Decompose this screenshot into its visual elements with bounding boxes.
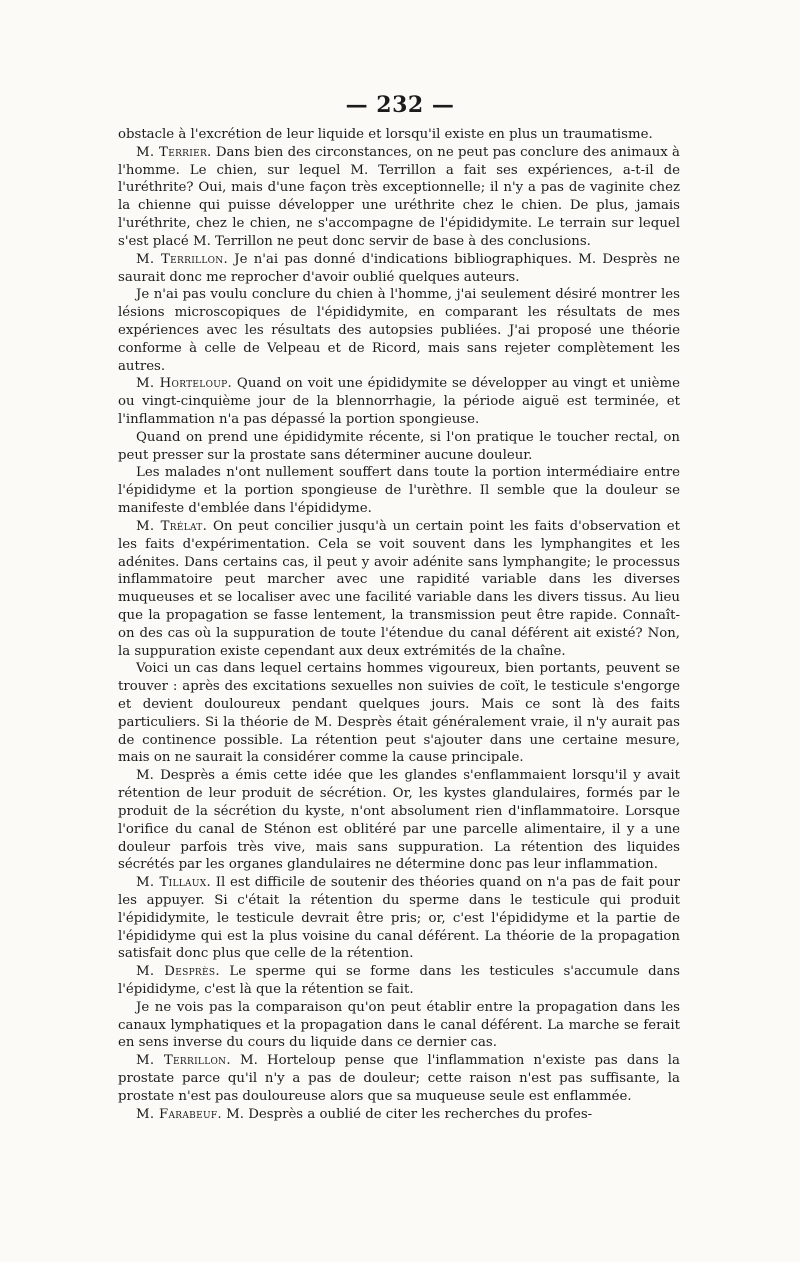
paragraph-text: Quand on prend une épididymite récente, si l'on pratique le toucher rectal, on peut presser sur la prostate sans déterminer aucune douleur.: [118, 429, 680, 463]
paragraph: [118, 286, 680, 375]
paragraph-text: M. Desprès a émis cette idée que les glandes s'enflammaient lorsqu'il y avait rétention de leur produit de sécrétion. Or, les kystes glandulaires, formés par le produit de la sécrétion du kyste, n'ont absolument rien d'inflammatoire. Lorsque l'orifice du canal de Sténon est oblitéré par une parcelle alimentaire, il y a une douleur parfois très vive, mais sans suppuration. La rétention des liquides sécrétés par les organes glandulaires ne détermine donc pas leur inflammation.: [118, 768, 680, 873]
paragraph: [118, 999, 680, 1052]
paragraph-text: On peut concilier jusqu'à un certain point les faits d'observation et les faits d'expérimentation. Cela se voit souvent dans les lymphangites et les adénites. Dans certains cas, il peut y avoir adénite sans lymphangite; le processus inflammatoire peut marcher avec une rapidité variable dans les diverses muqueuses et se localiser avec une facilité variable dans les divers tissus. Au lieu que la propagation se fasse lentement, la transmission peut être rapide. Connaît-on des cas où la suppuration de toute l'étendue du canal déférent ait existé? Non, la suppuration existe cependant aux deux extrémités de la chaîne.: [118, 518, 680, 659]
paragraph: [118, 963, 680, 999]
paragraph: [118, 464, 680, 517]
speaker-name: M. Terrillon.: [136, 251, 228, 267]
speaker-name: M. Tillaux.: [136, 875, 211, 891]
paragraph: [118, 375, 680, 428]
paragraph: [118, 518, 680, 661]
paragraph-text: Le sperme qui se forme dans les testicules s'accumule dans l'épididyme, c'est là que la rétention se fait.: [118, 964, 680, 997]
paragraph-text: M. Horteloup pense que l'inflammation n'existe pas dans la prostate parce qu'il n'y a pas de douleur; cette raison n'est pas suffisante, la prostate n'est pas douloureuse alors que sa muqueuse seule est enflammée.: [118, 1053, 680, 1104]
paragraph-text: Je n'ai pas voulu conclure du chien à l'homme, j'ai seulement désiré montrer les lésions microscopiques de l'épididymite, en comparant les résultats de mes expériences avec les résultats des autopsies publiées. J'ai proposé une théorie conforme à celle de Velpeau et de Ricord, mais sans rejeter complètement les autres.: [118, 287, 680, 374]
paragraph-text: Il est difficile de soutenir des théories quand on n'a pas de fait pour les appuyer. Si c'était la rétention du sperme dans le testicule qui produit l'épididymite, le testicule devrait être pris; or, c'est l'épididyme et la partie de l'épididyme qui est la plus voisine du canal déférent. La théorie de la propagation satisfait donc plus que celle de la rétention.: [118, 875, 680, 962]
paragraph: [118, 874, 680, 963]
speaker-name: M. Desprès.: [136, 964, 220, 980]
page-number: — 232 —: [345, 92, 455, 118]
speaker-name: M. Farabeuf.: [136, 1106, 222, 1122]
paragraph: [118, 251, 680, 287]
paragraph: [118, 126, 680, 144]
paragraph-text: Les malades n'ont nullement souffert dans toute la portion intermédiaire entre l'épididyme et la portion spongieuse de l'urèthre. Il semble que la douleur se manifeste d'emblée dans l'épididyme.: [118, 465, 680, 517]
paragraph-text: Je ne vois pas la comparaison qu'on peut établir entre la propagation dans les canaux lymphatiques et la propagation dans le canal déférent. La marche se ferait en sens inverse du cours du liquide dans ce dernier cas.: [118, 999, 680, 1051]
paragraph-text: M. Desprès a oublié de citer les recherches du profes-: [221, 1106, 593, 1122]
paragraph-text: obstacle à l'excrétion de leur liquide et lorsqu'il existe en plus un traumatisme.: [118, 127, 653, 142]
paragraph-text: Voici un cas dans lequel certains hommes vigoureux, bien portants, peuvent se trouver : après des excitations sexuelles non suivies de coït, le testicule s'engorge et devient douloureux pendant quelques jours. Mais ce sont là des faits particuliers. Si la théorie de M. Desprès était généralement vraie, il n'y aurait pas de continence possible. La rétention peut s'ajouter dans une certaine mesure, mais on ne saurait la considérer comme la cause principale.: [118, 661, 680, 766]
page-body: [118, 126, 680, 1124]
paragraph: [118, 144, 680, 251]
paragraph-text: Je n'ai pas donné d'indications bibliographiques. M. Desprès ne saurait donc me reprocher d'avoir oublié quelques auteurs.: [118, 251, 681, 285]
paragraph: [118, 429, 680, 465]
paragraph-text: Quand on voit une épididymite se développer au vingt et unième ou vingt-cinquième jour de la blennorrhagie, la période aiguë est terminée, et l'inflammation n'a pas dépassé la portion spongieuse.: [118, 376, 681, 427]
speaker-name: M. Terrillon.: [136, 1053, 231, 1069]
paragraph: [118, 767, 680, 874]
paragraph: [118, 1052, 680, 1105]
paragraph: [118, 660, 680, 767]
paragraph: [118, 1106, 680, 1124]
speaker-name: M. Trélat.: [136, 518, 208, 534]
speaker-name: M. Terrier.: [136, 144, 212, 160]
paragraph-text: Dans bien des circonstances, on ne peut pas conclure des animaux à l'homme. Le chien, sur lequel M. Terrillon a fait ses expériences, a-t-il de l'uréthrite? Oui, mais d'une façon très exceptionnelle; il n'y a pas de vaginite chez la chienne qui puisse développer une uréthrite chez le chien. De plus, jamais l'uréthrite, chez le chien, ne s'accompagne de l'épididymite. Le terrain sur lequel s'est placé M. Terrillon ne peut donc servir de base à des conclusions.: [118, 144, 680, 249]
speaker-name: M. Horteloup.: [136, 376, 233, 392]
